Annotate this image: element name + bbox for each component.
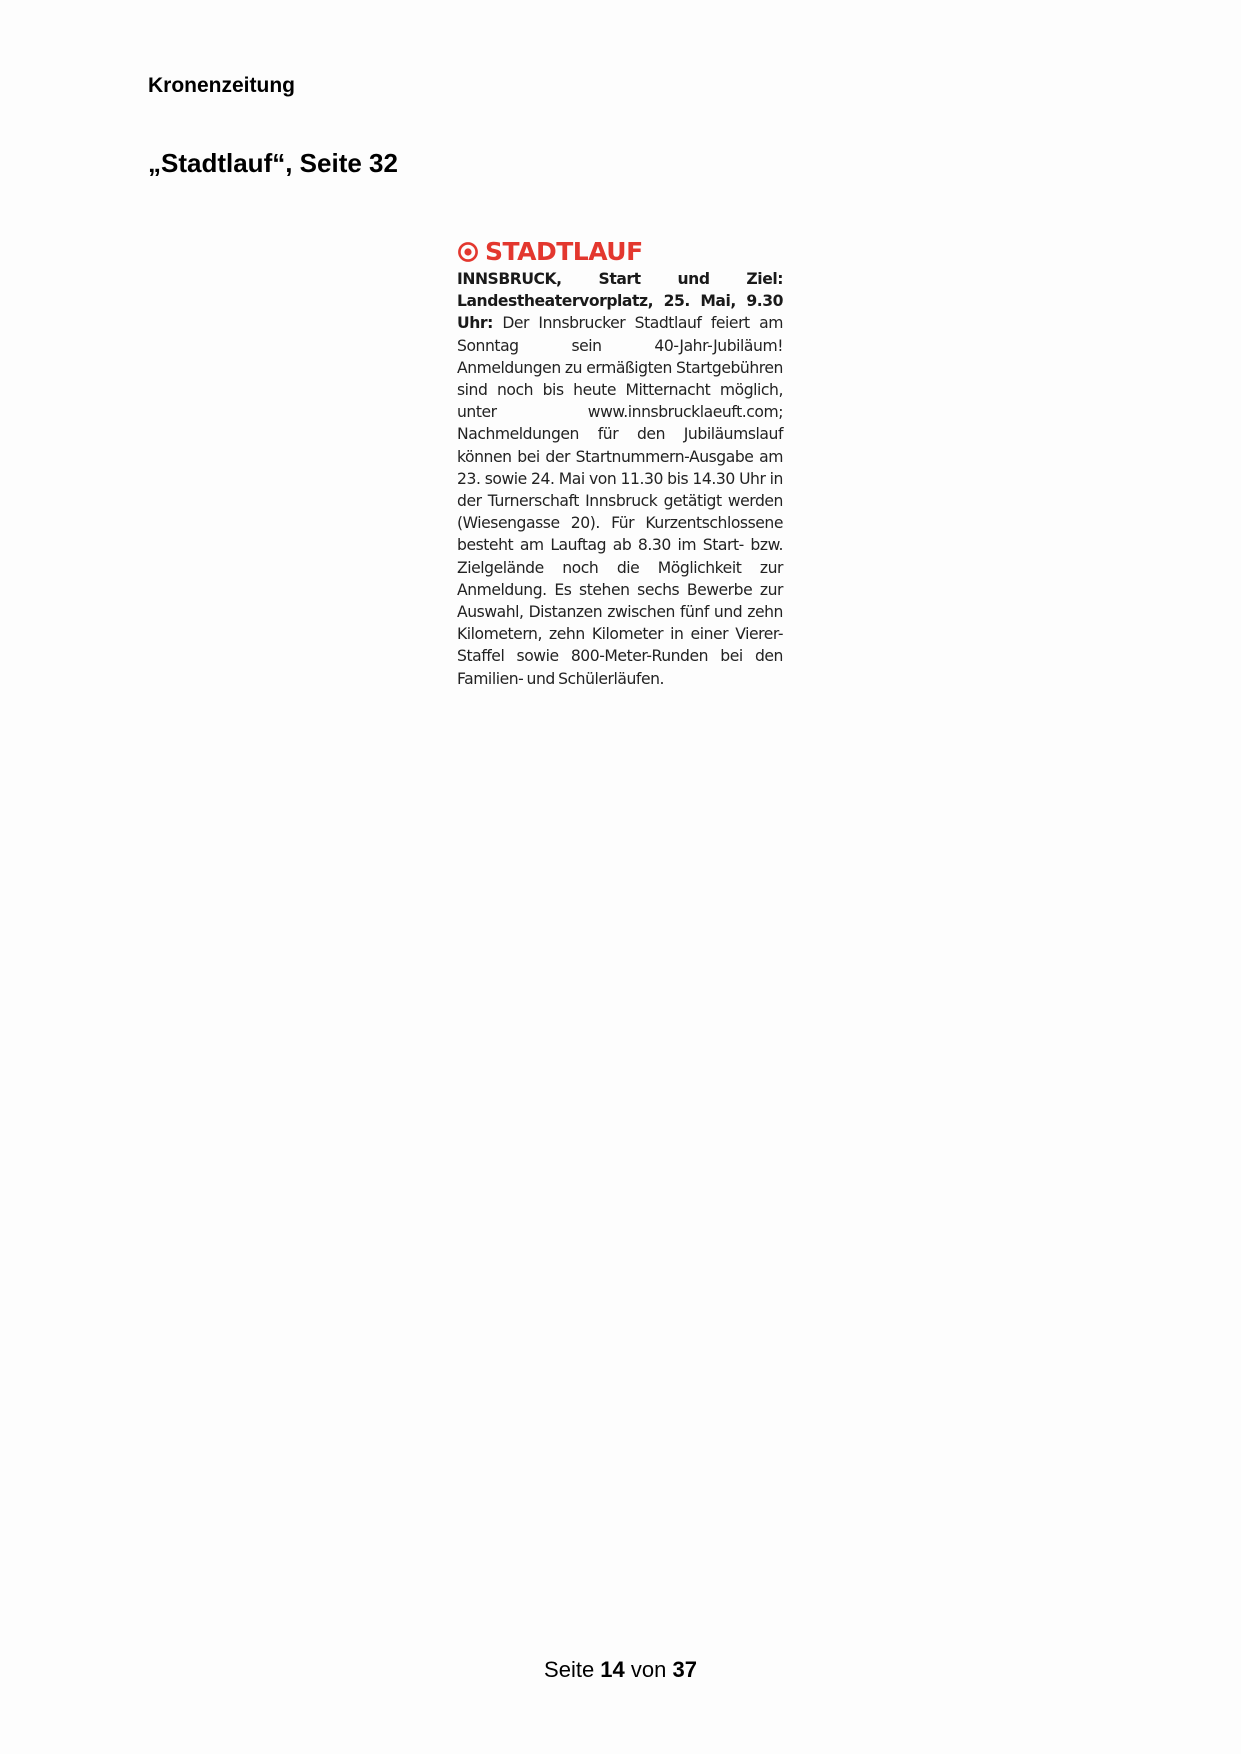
current-page-number: 14 [600,1657,625,1682]
page-footer [0,1657,1241,1683]
total-pages-number: 37 [672,1657,697,1682]
clipping-lead: INNSBRUCK, Start und Ziel: Landestheatervorplatz, 25. Mai, 9.30 Uhr: [457,270,783,333]
article-heading: „Stadtlauf“, Seite 32 [148,148,398,178]
newspaper-clipping [457,236,783,690]
clipping-title: STADTLAUF [485,237,643,266]
footer-prefix: Seite [544,1657,601,1682]
publication-name: Kronenzeitung [148,74,295,97]
footer-middle: von [624,1657,673,1682]
clipping-title-row [457,236,783,268]
target-icon [457,241,479,263]
clipping-body: Der Innsbrucker Stadtlauf feiert am Sonntag sein 40-Jahr-Jubiläum! Anmeldungen zu ermäßigten Startgebühren sind noch bis heute Mitternacht möglich, unter www.innsbrucklaeuft.com; Nachmeldungen für den Jubiläumslauf können bei der Startnummern-Ausgabe am 23. sowie 24. Mai von 11.30 bis 14.30 Uhr in der Turnerschaft Innsbruck getätigt werden (Wiesengasse 20). Für Kurzentschlossene besteht am Lauftag ab 8.30 im Start- bzw. Zielgelände noch die Möglichkeit zur Anmeldung. Es stehen sechs Bewerbe zur Auswahl, Distanzen zwischen fünf und zehn Kilometern, zehn Kilometer in einer Vierer-Staffel sowie 800-Meter-Runden bei den Familien- und Schülerläufen. [457,314,783,688]
clipping-text [457,268,783,690]
